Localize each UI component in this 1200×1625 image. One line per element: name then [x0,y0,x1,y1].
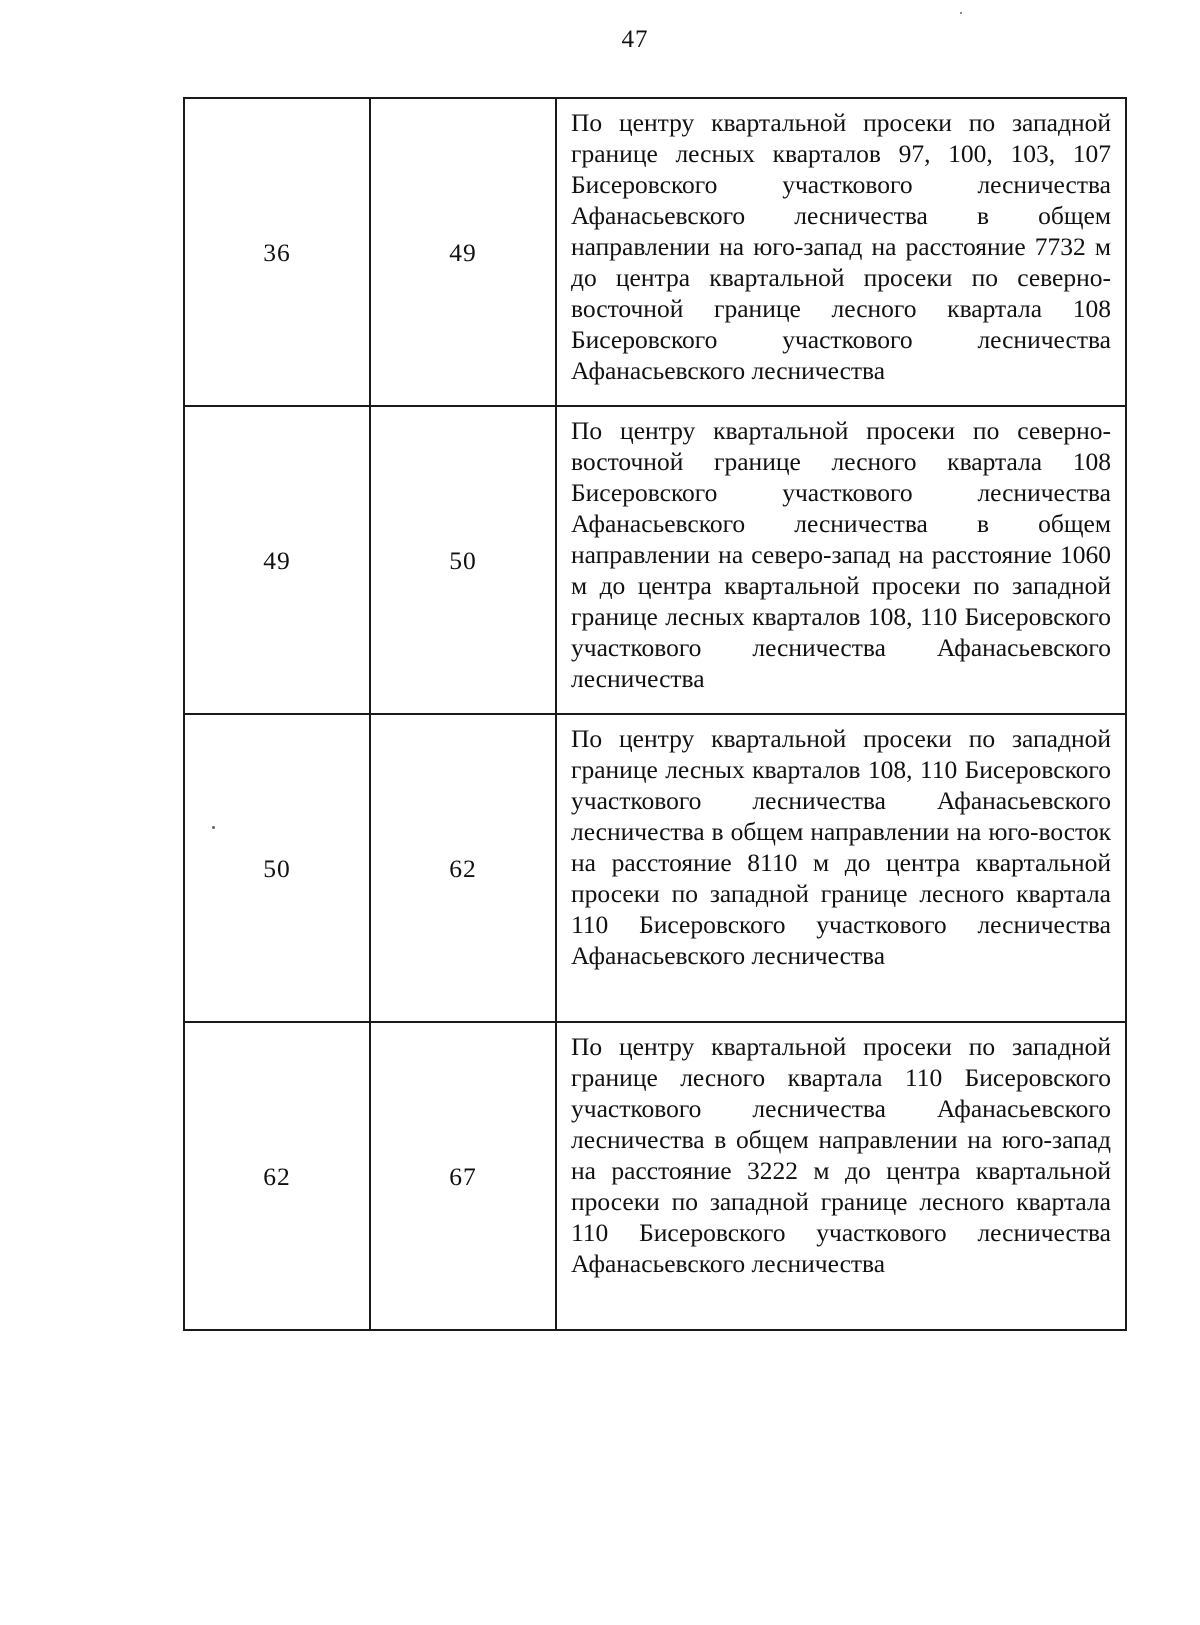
from-point-cell: 49 [184,406,370,714]
page-number: 47 [621,26,649,53]
table-row [184,714,1126,1022]
boundary-description-cell: По центру квартальной просеки по западной границе лесного квартала 110 Бисеровского участкового лесничества Афанасьевского лесничества в общем направлении на юго-запад на расстояние 3222 м до центра квартальной просеки по западной границе лесного квартала 110 Бисеровского участкового лесничества Афанасьевского лесничества [556,1022,1126,1330]
boundary-description-cell: По центру квартальной просеки по западной границе лесных кварталов 108, 110 Бисеровского участкового лесничества Афанасьевского лесничества в общем направлении на юго-восток на расстояние 8110 м до центра квартальной просеки по западной границе лесного квартала 110 Бисеровского участкового лесничества Афанасьевского лесничества [556,714,1126,1022]
boundary-description-cell: По центру квартальной просеки по западной границе лесных кварталов 97, 100, 103, 107 Бисеровского участкового лесничества Афанасьевского лесничества в общем направлении на юго-запад на расстояние 7732 м до центра квартальной просеки по северно-восточной границе лесного квартала 108 Бисеровского участкового лесничества Афанасьевского лесничества [556,98,1126,406]
to-point-cell: 49 [370,98,556,406]
scan-speck [212,826,215,829]
from-point-cell: 62 [184,1022,370,1330]
table-row [184,406,1126,714]
from-point-cell: 50 [184,714,370,1022]
table-row [184,1022,1126,1330]
from-point-cell: 36 [184,98,370,406]
scan-speck [960,12,962,14]
to-point-cell: 50 [370,406,556,714]
boundary-description-cell: По центру квартальной просеки по северно-восточной границе лесного квартала 108 Бисеровского участкового лесничества Афанасьевского лесничества в общем направлении на северо-запад на расстояние 1060 м до центра квартальной просеки по западной границе лесных кварталов 108, 110 Бисеровского участкового лесничества Афанасьевского лесничества [556,406,1126,714]
boundary-description-table [183,97,1127,1331]
to-point-cell: 62 [370,714,556,1022]
table-row [184,98,1126,406]
to-point-cell: 67 [370,1022,556,1330]
